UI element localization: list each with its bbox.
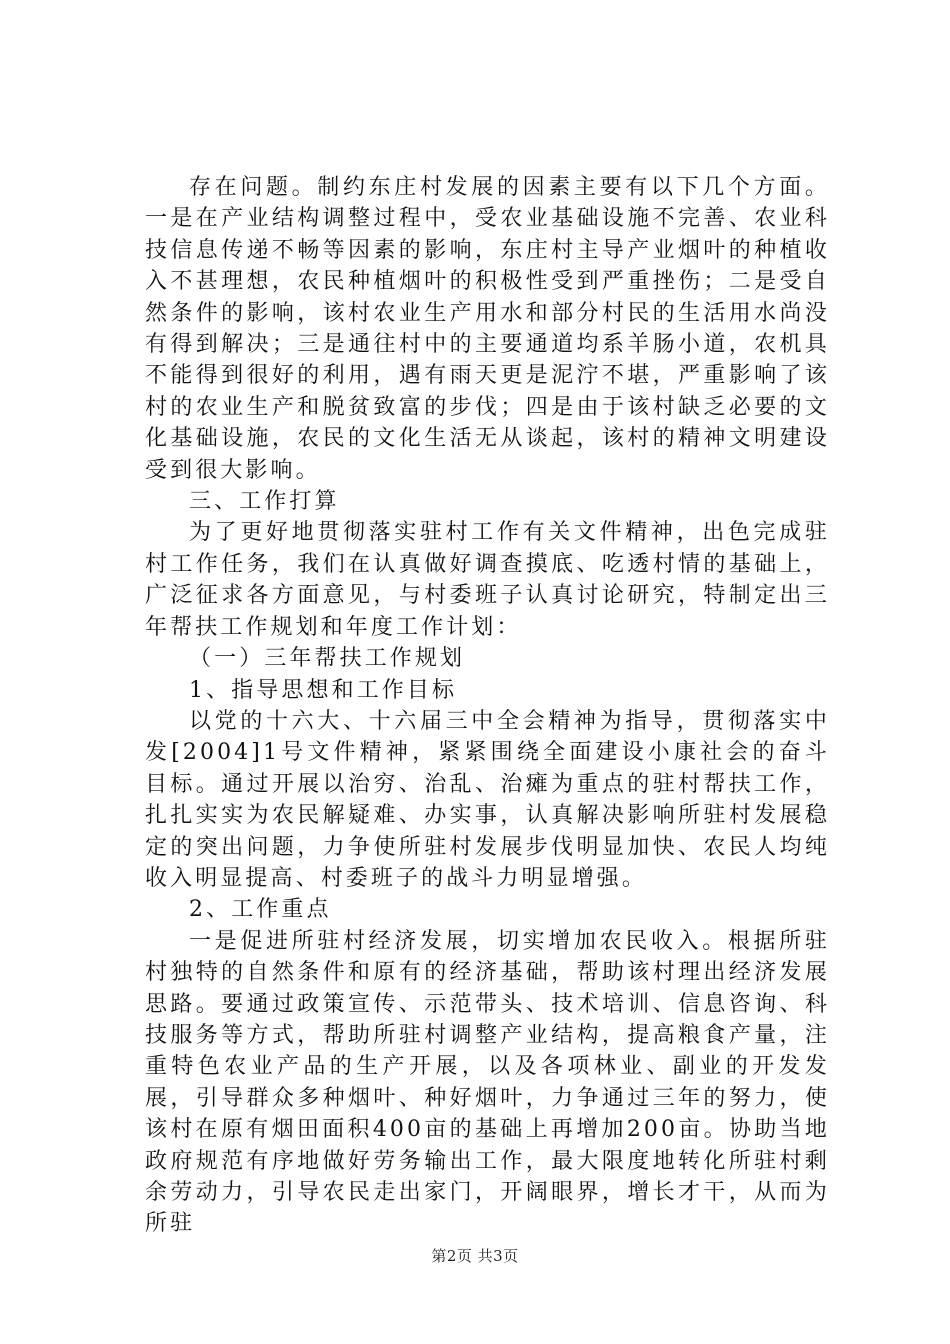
heading-work-focus: 2、工作重点 [189,897,332,923]
paragraph-problems: 存在问题。制约东庄村发展的因素主要有以下几个方面。一是在产业结构调整过程中，受农业基础设施不完善、农业科技信息传递不畅等因素的影响，东庄村主导产业烟叶的种植收入不甚理想，农民种植烟叶的积极性受到严重挫伤；二是受自然条件的影响，该村农业生产用水和部分村民的生活用水尚没有得到解决；三是通往村中的主要通道均系羊肠小道，农机具不能得到很好的利用，遇有雨天更是泥泞不堪，严重影响了该村的农业生产和脱贫致富的步伐；四是由于该村缺乏必要的文化基础设施，农民的文化生活无从谈起，该村的精神文明建设受到很大影响。 [145,175,830,483]
heading-guiding-ideology: 1、指导思想和工作目标 [189,677,458,703]
heading-work-plan: 三、工作打算 [189,489,340,515]
paragraph-plan-intro: 为了更好地贯彻落实驻村工作有关文件精神，出色完成驻村工作任务，我们在认真做好调查摸底、吃透村情的基础上，广泛征求各方面意见，与村委班子认真讨论研究，特制定出三年帮扶工作规划和年度工作计划： [145,520,830,640]
page-footer: 第2页 共3页 [431,1247,519,1265]
heading-three-year-plan: （一）三年帮扶工作规划 [189,646,466,672]
paragraph-work-focus: 一是促进所驻村经济发展，切实增加农民收入。根据所驻村独特的自然条件和原有的经济基础，帮助该村理出经济发展思路。要通过政策宣传、示范带头、技术培训、信息咨询、科技服务等方式，帮助所驻村调整产业结构，提高粮食产量，注重特色农业产品的生产开展，以及各项林业、副业的开发发展，引导群众多种烟叶、种好烟叶，力争通过三年的努力，使该村在原有烟田面积400亩的基础上再增加200亩。协助当地政府规范有序地做好劳务输出工作，最大限度地转化所驻村剩余劳动力，引导农民走出家门，开阔眼界，增长才干，从而为所驻 [145,928,830,1237]
paragraph-guiding-ideology: 以党的十六大、十六届三中全会精神为指导，贯彻落实中发[2004]1号文件精神，紧紧围绕全面建设小康社会的奋斗目标。通过开展以治穷、治乱、治瘫为重点的驻村帮扶工作，扎扎实实为农民解疑难、办实事，认真解决影响所驻村发展稳定的突出问题，力争使所驻村发展步伐明显加快、农民人均纯收入明显提高、村委班子的战斗力明显增强。 [145,708,830,891]
document-body [145,172,830,1240]
